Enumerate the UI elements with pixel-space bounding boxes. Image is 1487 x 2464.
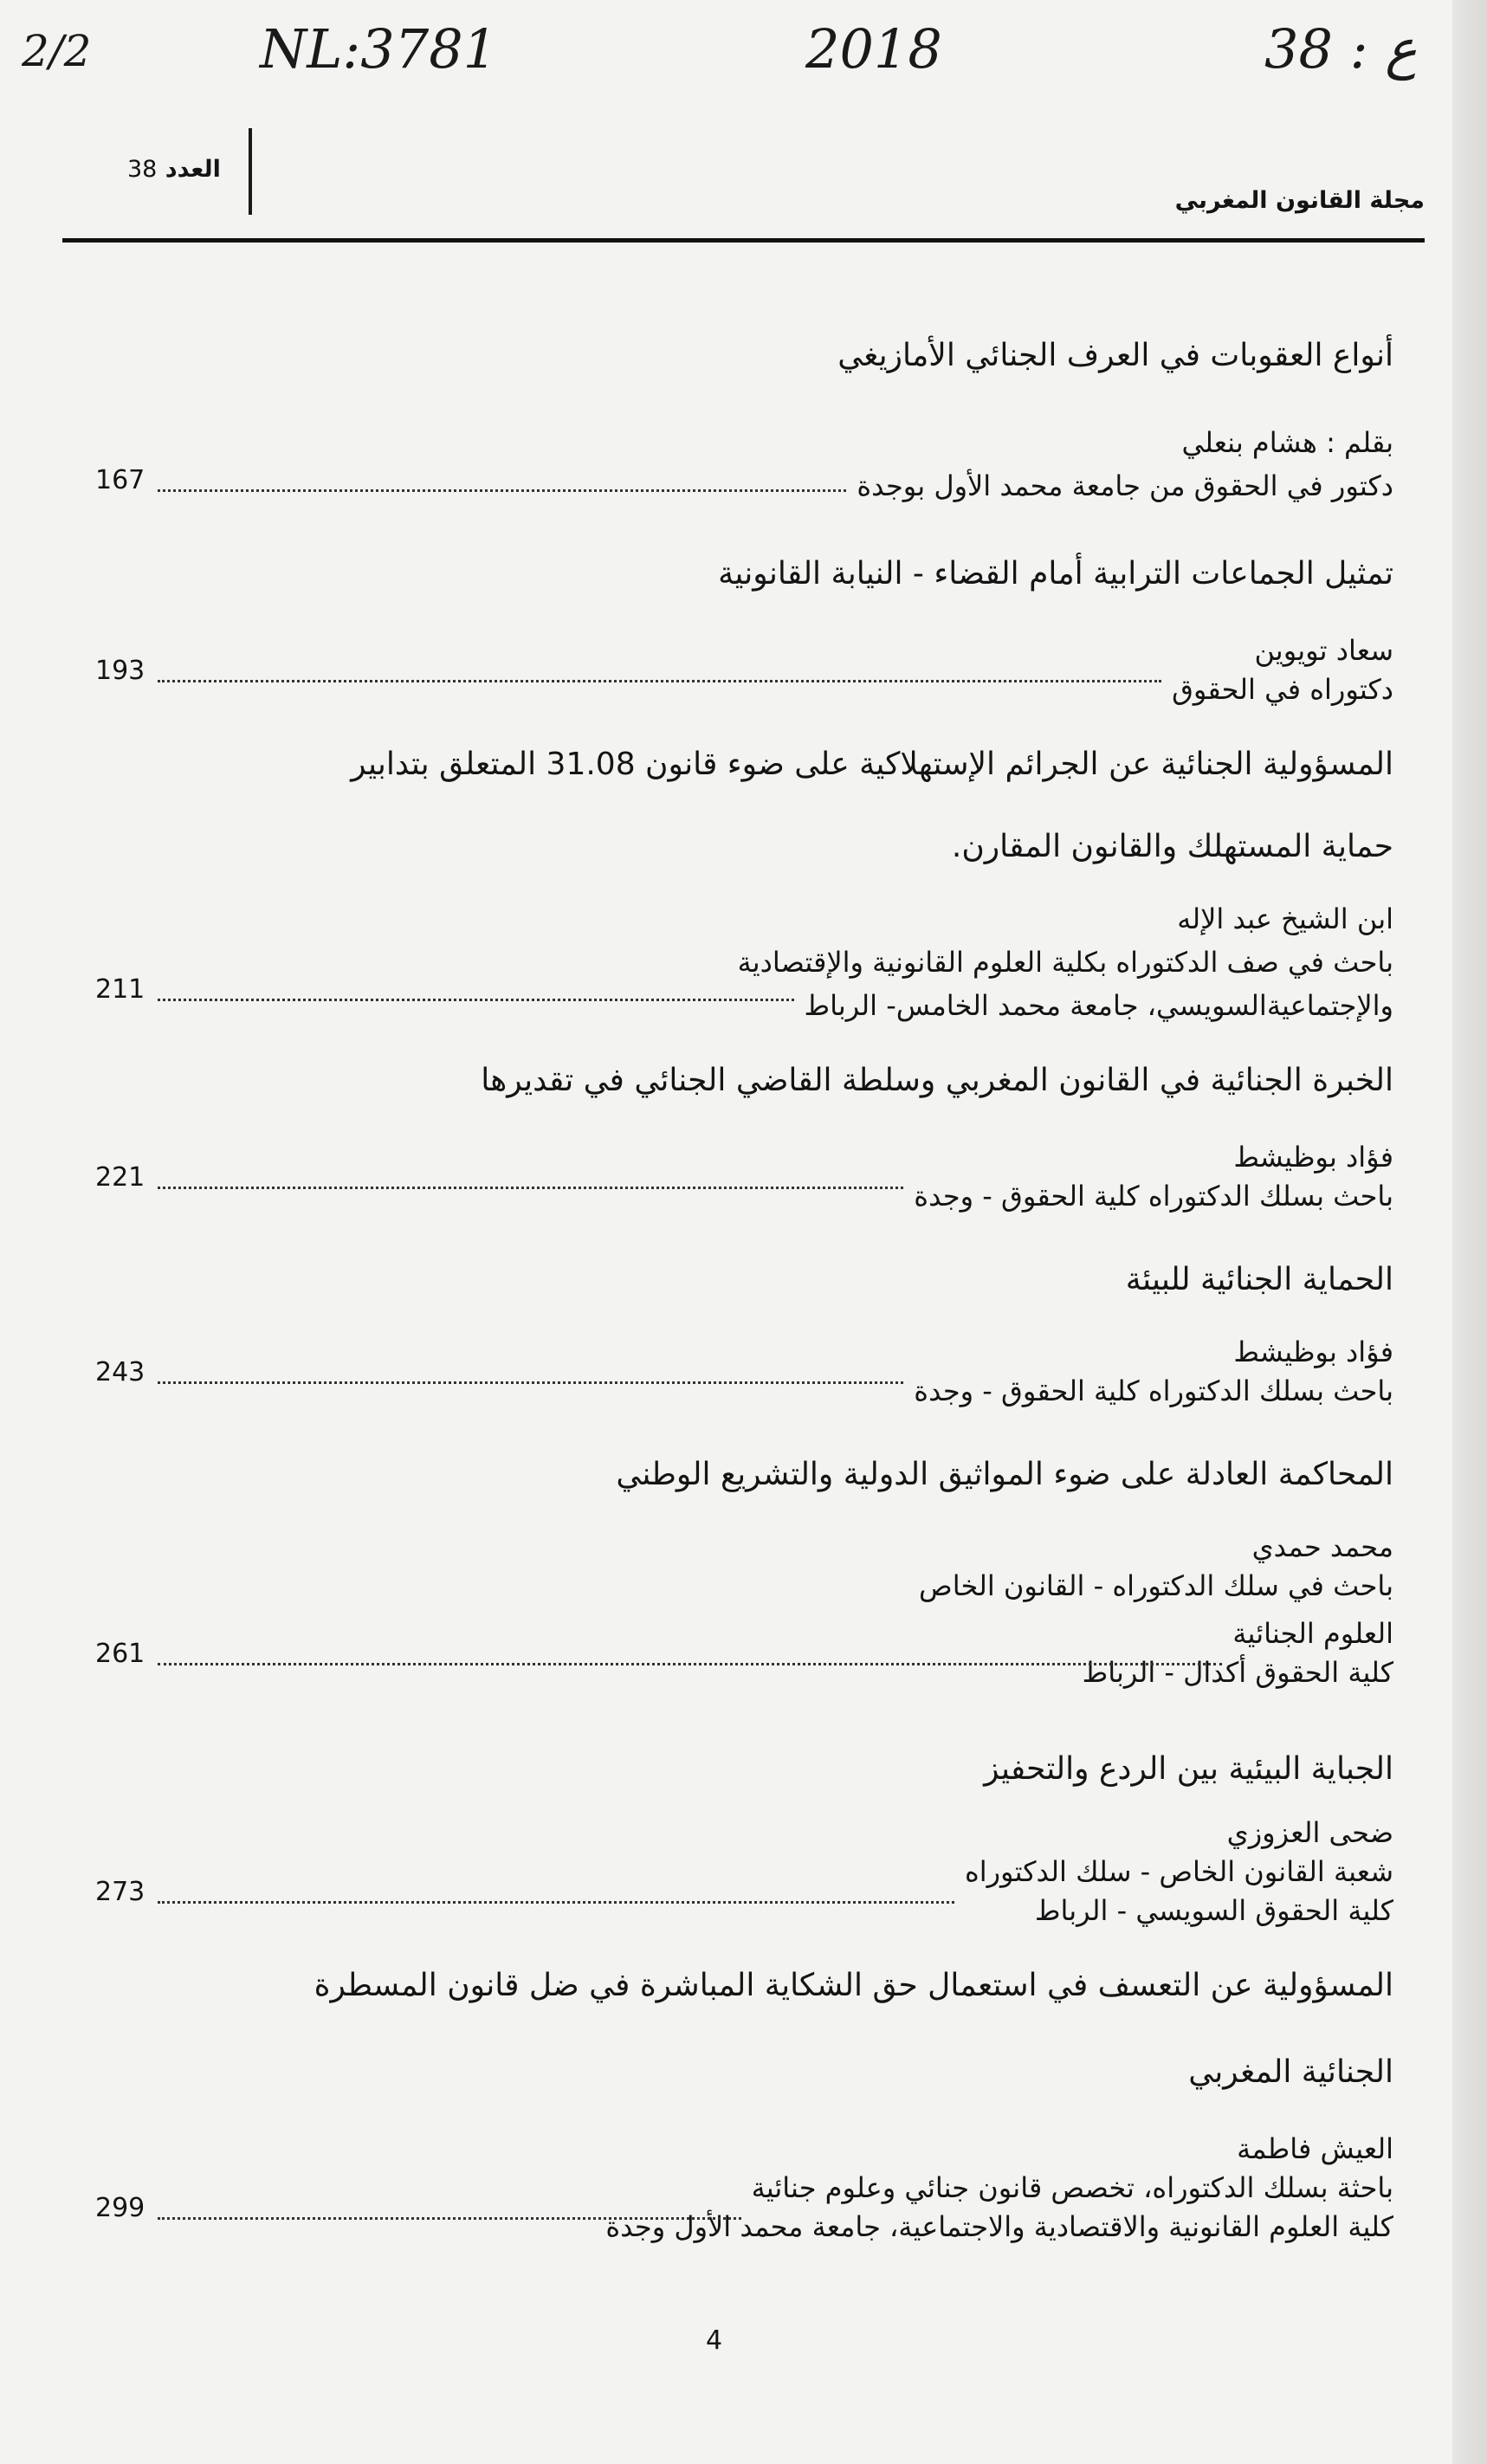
entry-page-number: 243 (95, 1357, 145, 1387)
leader-dots (158, 680, 1161, 682)
leader-dots (158, 489, 846, 492)
leader-dots (158, 1187, 903, 1189)
entry-page-row (95, 2187, 1393, 2225)
entry-author: بقلم : هشام بنعلي (1181, 426, 1393, 459)
leader-dots (158, 1381, 903, 1384)
entry-page-row (95, 1871, 1393, 1909)
entry-page-number: 193 (95, 656, 145, 686)
entry-title: الجباية البيئية بين الردع والتحفيز (984, 1751, 1393, 1787)
entry-page-row (95, 1351, 1393, 1389)
leader-dots (158, 2217, 741, 2220)
journal-name: مجلة القانون المغربي (1174, 187, 1425, 214)
handwritten-code: NL:3781 (260, 17, 498, 81)
entry-page-number: 299 (95, 2193, 145, 2223)
entry-author: فؤاد بوظيشط (1233, 1335, 1393, 1368)
leader-dots (158, 999, 794, 1001)
entry-affiliation: كلية الحقوق أكدال - الرباط (1082, 1656, 1393, 1689)
entry-affiliation: العلوم الجنائية (1232, 1617, 1393, 1650)
entry-title: تمثيل الجماعات الترابية أمام القضاء - النيابة القانونية (718, 556, 1393, 592)
entry-affiliation: دكتور في الحقوق من جامعة محمد الأول بوجدة (857, 469, 1393, 502)
entry-page-number: 167 (95, 465, 145, 495)
entry-affiliation: باحث بسلك الدكتوراه كلية الحقوق - وجدة (914, 1374, 1393, 1407)
handwritten-fraction: 2/2 (22, 26, 92, 76)
entry-affiliation: كلية الحقوق السويسي - الرباط (1034, 1894, 1393, 1927)
entry-title: المحاكمة العادلة على ضوء المواثيق الدولية والتشريع الوطني (616, 1457, 1393, 1492)
entry-title: الحماية الجنائية للبيئة (1125, 1262, 1393, 1297)
handwritten-volume: 38 : ع (1264, 17, 1418, 81)
entry-author: فؤاد بوظيشط (1233, 1141, 1393, 1174)
entry-title: المسؤولية عن التعسف في استعمال حق الشكاية المباشرة في ضل قانون المسطرة (314, 1968, 1393, 2003)
entry-page-number: 273 (95, 1877, 145, 1907)
entry-page-number: 261 (95, 1639, 145, 1669)
entry-affiliation: باحثة بسلك الدكتوراه، تخصص قانون جنائي وعلوم جنائية (751, 2171, 1393, 2204)
entry-title: الجنائية المغربي (1188, 2054, 1393, 2090)
entry-affiliation: كلية العلوم القانونية والاقتصادية والاجتماعية، جامعة محمد الأول وجدة (605, 2210, 1393, 2243)
issue-number: 38 (127, 156, 158, 183)
entry-title: الخبرة الجنائية في القانون المغربي وسلطة القاضي الجنائي في تقديرها (481, 1063, 1393, 1098)
entry-affiliation: باحث في صف الدكتوراه بكلية العلوم القانونية والإقتصادية (737, 946, 1393, 979)
entry-affiliation: شعبة القانون الخاص - سلك الدكتوراه (964, 1855, 1393, 1888)
leader-dots (158, 1901, 954, 1904)
page-number: 4 (706, 2325, 723, 2356)
entry-author: محمد حمدي (1251, 1530, 1393, 1563)
handwritten-year: 2018 (805, 17, 942, 81)
entry-page-row (95, 968, 1393, 1006)
entry-page-row (95, 1156, 1393, 1194)
entry-affiliation: والإجتماعيةالسويسي، جامعة محمد الخامس- الرباط (804, 989, 1393, 1022)
entry-page-number: 221 (95, 1162, 145, 1193)
entry-affiliation: باحث في سلك الدكتوراه - القانون الخاص (919, 1569, 1393, 1602)
entry-title: المسؤولية الجنائية عن الجرائم الإستهلاكية على ضوء قانون 31.08 المتعلق بتدابير (351, 747, 1393, 782)
entry-title: أنواع العقوبات في العرف الجنائي الأمازيغي (837, 338, 1393, 373)
entry-page-row (95, 650, 1393, 688)
entry-page-row (95, 459, 1393, 497)
entry-author: العيش فاطمة (1237, 2132, 1393, 2165)
entry-page-number: 211 (95, 974, 145, 1005)
leader-dots (158, 1663, 1222, 1665)
entry-author: سعاد تويوين (1254, 634, 1393, 667)
issue-label: العدد (165, 156, 221, 183)
entry-author: ضحى العزوزي (1226, 1816, 1393, 1849)
entry-page-row (95, 1633, 1393, 1671)
entry-title: حماية المستهلك والقانون المقارن. (951, 829, 1393, 864)
entry-affiliation: باحث بسلك الدكتوراه كلية الحقوق - وجدة (914, 1180, 1393, 1213)
entry-author: ابن الشيخ عبد الإله (1177, 902, 1393, 935)
entry-affiliation: دكتوراه في الحقوق (1172, 673, 1393, 706)
